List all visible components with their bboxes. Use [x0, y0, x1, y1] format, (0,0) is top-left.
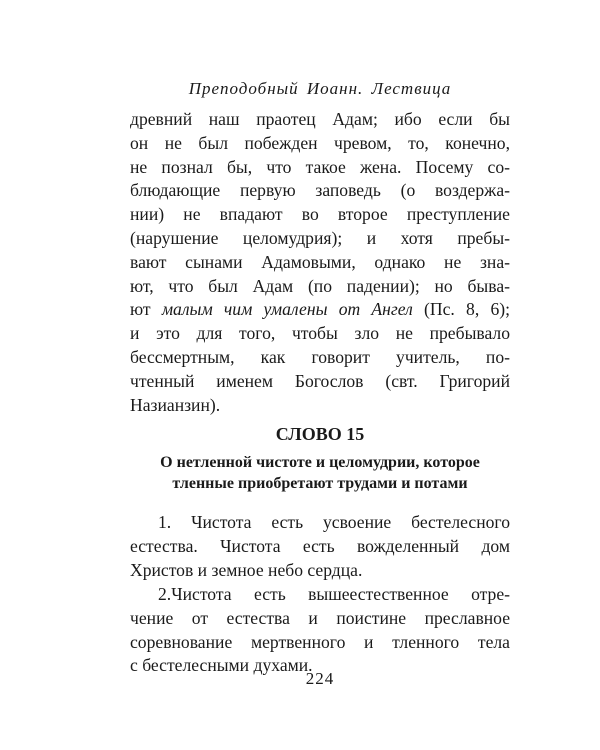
paragraph-1 — [130, 511, 510, 582]
text-line: нии) не впадают во второе преступление — [130, 204, 510, 225]
text-line: 2.Чистота есть вышеестественное отре- — [158, 584, 510, 604]
text-line: естества. Чистота есть вожделенный дом — [130, 535, 510, 556]
subtitle-line: О нетленной чистоте и целомудрии, которое — [160, 454, 480, 471]
text-run: ют — [130, 299, 162, 320]
text-line: бессмертным, как говорит учитель, по- — [130, 346, 510, 367]
chapter-title: СЛОВО 15 — [275, 424, 365, 444]
text-line: 1. Чистота есть усвоение бестелесного — [158, 512, 510, 532]
text-line: блюдающие первую заповедь (о воздержа- — [130, 180, 510, 201]
text-line: он не был побежден чревом, то, конечно, — [130, 132, 510, 153]
text-line: древний наш праотец Адам; ибо если бы — [130, 109, 510, 129]
text-line: соревнование мертвенного и тленного тела — [130, 631, 510, 652]
running-head: Преподобный Иоанн. Лествица — [188, 79, 452, 98]
text-line: Христов и земное небо сердца. — [130, 559, 363, 580]
text-line: чение от естества и поистине преславное — [130, 607, 510, 628]
text-line: Назианзин). — [130, 394, 221, 415]
text-line: вают сынами Адамовыми, однако не зна- — [130, 251, 510, 272]
text-line: с бестелесными духами. — [130, 655, 313, 676]
paragraph-continuation — [130, 108, 510, 417]
text-line: не познал бы, что такое жена. Посему со- — [130, 156, 510, 177]
text-run: (Пс. 8, 6); — [412, 299, 510, 320]
page-number: 224 — [305, 669, 335, 688]
text-line-with-quote — [130, 298, 510, 322]
text-line: (нарушение целомудрия); и хотя пребы- — [130, 227, 510, 248]
scripture-quote: малым чим умалены от Ангел — [161, 299, 413, 320]
subtitle-line: тленные приобретают трудами и потами — [172, 475, 468, 492]
chapter-subtitle — [120, 452, 520, 494]
text-line: и это для того, чтобы зло не пребывало — [130, 323, 510, 344]
text-line: ют, что был Адам (по падении); но быва- — [130, 275, 510, 296]
text-line: чтенный именем Богослов (свт. Григорий — [130, 370, 510, 391]
paragraph-2 — [130, 583, 510, 678]
